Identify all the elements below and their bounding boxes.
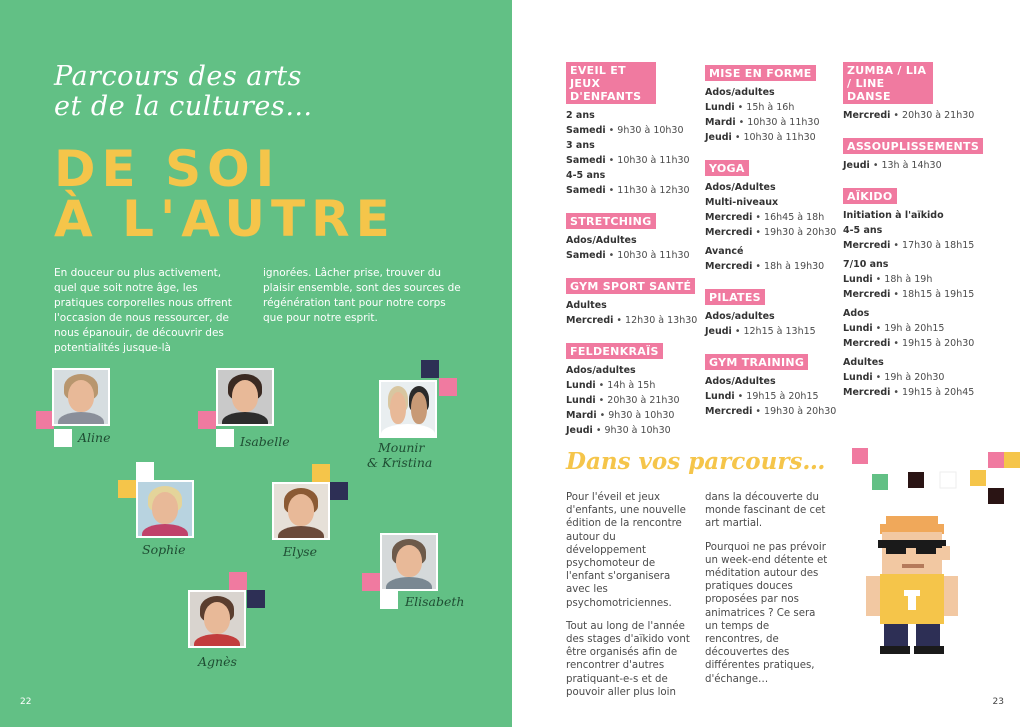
schedule-line — [705, 324, 835, 339]
schedule-day: Mercredi — [705, 261, 753, 272]
schedule-text: Adultes — [843, 357, 884, 368]
activity-tag: AÏKIDO — [843, 188, 897, 204]
name-elyse: Elyse — [283, 544, 317, 559]
decor-square — [229, 572, 247, 590]
activity-tag: ZUMBA / LIA / LINE DANSE — [843, 62, 933, 104]
schedule-line — [705, 85, 835, 100]
activity-tag: FELDENKRAÏS — [566, 343, 663, 359]
photo-elyse — [272, 482, 330, 540]
decor-square — [872, 474, 888, 490]
schedule-line — [705, 259, 835, 274]
schedule-text: • 20h30 à 21h30 — [890, 110, 975, 121]
schedule-day: Lundi — [705, 102, 735, 113]
schedule-line — [705, 100, 835, 115]
schedule-column-3 — [843, 62, 980, 412]
page-number-left: 22 — [20, 697, 32, 707]
schedule-line — [705, 244, 835, 259]
schedule-day: Jeudi — [843, 160, 870, 171]
schedule-line — [843, 306, 973, 321]
decor-square — [330, 482, 348, 500]
schedule-line — [566, 298, 696, 313]
schedule-text: • 18h à 19h30 — [752, 261, 825, 272]
photo-agnes — [188, 590, 246, 648]
decor-square — [216, 429, 234, 447]
photo-mounir-kristina — [379, 380, 437, 438]
schedule-text: 2 ans — [566, 110, 595, 121]
script-title — [54, 62, 313, 122]
schedule-text: 4-5 ans — [843, 225, 883, 236]
schedule-text: • 19h30 à 20h30 — [752, 227, 837, 238]
schedule-day: Mercredi — [705, 406, 753, 417]
script-title-line-2: et de la cultures… — [54, 91, 313, 122]
decor-square — [362, 573, 380, 591]
schedule-text: • 10h30 à 11h30 — [605, 155, 690, 166]
schedule-day: Samedi — [566, 185, 606, 196]
schedule-block — [843, 62, 973, 123]
schedule-line — [566, 108, 696, 123]
schedule-line — [705, 115, 835, 130]
schedule-line — [705, 404, 835, 419]
schedule-line — [566, 378, 696, 393]
schedule-block — [705, 286, 835, 339]
schedule-line — [566, 153, 696, 168]
schedule-day: Lundi — [843, 323, 873, 334]
parcours-text-column-1 — [566, 491, 691, 709]
schedule-block — [705, 62, 835, 145]
schedule-line — [843, 355, 973, 370]
schedule-line — [566, 423, 696, 438]
schedule-line — [566, 363, 696, 378]
big-title-line-2: À L'AUTRE — [54, 190, 396, 248]
schedule-block — [566, 210, 696, 263]
schedule-line — [705, 374, 835, 389]
schedule-text: • 19h15 à 20h45 — [890, 387, 975, 398]
parcours-paragraph: Tout au long de l'année des stages d'aïkido vont être organisés afin de rencontrer d'autres pratiquant-e-s et de pouvoir aller plus loin — [566, 620, 690, 698]
intro-paragraph-2: ignorées. Lâcher prise, trouver du plaisir ensemble, sont des sources de régénération tant pour notre corps que pour notre esprit. — [263, 267, 461, 324]
photo-aline — [52, 368, 110, 426]
schedule-text: Ados — [843, 308, 870, 319]
schedule-day: Samedi — [566, 155, 606, 166]
schedule-day: Mardi — [566, 410, 597, 421]
decor-square — [439, 378, 457, 396]
schedule-day: Mercredi — [705, 212, 753, 223]
parcours-title: Dans vos parcours… — [566, 448, 826, 475]
schedule-line — [843, 321, 973, 336]
schedule-text: Ados/Adultes — [705, 182, 776, 193]
schedule-line — [843, 272, 973, 287]
schedule-block — [843, 185, 973, 400]
schedule-day: Lundi — [566, 380, 596, 391]
schedule-text: • 19h30 à 20h30 — [752, 406, 837, 417]
decor-square — [198, 411, 216, 429]
schedule-line — [566, 408, 696, 423]
decor-square — [136, 462, 154, 480]
activity-tag: MISE EN FORME — [705, 65, 816, 81]
schedule-text: • 11h30 à 12h30 — [605, 185, 690, 196]
photo-sophie — [136, 480, 194, 538]
activity-tag: EVEIL ET JEUX D'ENFANTS — [566, 62, 656, 104]
schedule-block — [566, 275, 696, 328]
schedule-text: Ados/adultes — [566, 365, 636, 376]
schedule-text: Ados/Adultes — [705, 376, 776, 387]
schedule-day: Mercredi — [566, 315, 614, 326]
activity-tag: YOGA — [705, 160, 749, 176]
schedule-text: • 9h30 à 10h30 — [596, 410, 675, 421]
schedule-day: Jeudi — [566, 425, 593, 436]
schedule-line — [566, 183, 696, 198]
schedule-line — [705, 309, 835, 324]
schedule-block — [566, 62, 696, 198]
schedule-text: 7/10 ans — [843, 259, 889, 270]
schedule-line — [705, 195, 835, 210]
schedule-text: Avancé — [705, 246, 744, 257]
schedule-text: • 14h à 15h — [595, 380, 656, 391]
decor-square — [988, 452, 1004, 468]
schedule-text: Multi-niveaux — [705, 197, 779, 208]
schedule-day: Mercredi — [705, 227, 753, 238]
schedule-line — [566, 138, 696, 153]
schedule-line — [843, 370, 973, 385]
schedule-column-1 — [566, 62, 696, 450]
schedule-text: Ados/adultes — [705, 311, 775, 322]
schedule-line — [843, 223, 973, 238]
schedule-block — [566, 340, 696, 438]
schedule-day: Mercredi — [843, 289, 891, 300]
schedule-day: Mercredi — [843, 387, 891, 398]
schedule-line — [843, 336, 973, 351]
schedule-text: • 9h30 à 10h30 — [592, 425, 671, 436]
schedule-day: Jeudi — [705, 326, 732, 337]
schedule-text: Adultes — [566, 300, 607, 311]
schedule-day: Mardi — [705, 117, 736, 128]
photo-elisabeth — [380, 533, 438, 591]
parcours-text-column-2 — [705, 491, 830, 696]
schedule-text: • 16h45 à 18h — [752, 212, 825, 223]
schedule-line — [843, 238, 973, 253]
schedule-line — [843, 287, 973, 302]
schedule-line — [843, 158, 973, 173]
schedule-text: • 13h à 14h30 — [869, 160, 942, 171]
schedule-line — [566, 248, 696, 263]
decor-square — [988, 488, 1004, 504]
schedule-line — [843, 385, 973, 400]
schedule-text: • 19h à 20h15 — [872, 323, 945, 334]
big-title-line-1: DE SOI — [54, 140, 281, 198]
schedule-block — [705, 351, 835, 419]
schedule-line — [566, 313, 696, 328]
schedule-text: • 12h15 à 13h15 — [731, 326, 816, 337]
decor-square — [940, 472, 956, 488]
schedule-text: • 10h30 à 11h30 — [605, 250, 690, 261]
decor-square — [247, 590, 265, 608]
intro-paragraph-1: En douceur ou plus activement, quel que soit notre âge, les pratiques corporelles nous offrent l'occasion de nous ressourcer, de nous épanouir, de découvrir des potentialités jusque-là — [54, 267, 232, 354]
schedule-line — [705, 210, 835, 225]
schedule-day: Lundi — [843, 274, 873, 285]
schedule-text: • 19h15 à 20h30 — [890, 338, 975, 349]
page-number-right: 23 — [992, 697, 1004, 707]
schedule-day: Mercredi — [843, 110, 891, 121]
schedule-day: Mercredi — [843, 240, 891, 251]
schedule-day: Samedi — [566, 125, 606, 136]
name-agnes: Agnès — [198, 654, 237, 669]
schedule-line — [566, 233, 696, 248]
schedule-block — [705, 157, 835, 274]
name-aline: Aline — [78, 430, 111, 445]
right-page — [512, 0, 1024, 727]
schedule-text: Ados/Adultes — [566, 235, 637, 246]
schedule-line — [705, 180, 835, 195]
schedule-text: 3 ans — [566, 140, 595, 151]
decor-square — [970, 470, 986, 486]
schedule-day: Samedi — [566, 250, 606, 261]
script-title-line-1: Parcours des arts — [54, 61, 302, 92]
schedule-text: • 18h à 19h — [872, 274, 933, 285]
schedule-text: • 19h à 20h30 — [872, 372, 945, 383]
schedule-line — [566, 168, 696, 183]
schedule-text: • 19h15 à 20h15 — [734, 391, 819, 402]
name-kristina: & Kristina — [367, 455, 433, 470]
schedule-text: • 10h30 à 11h30 — [735, 117, 820, 128]
schedule-line — [843, 257, 973, 272]
schedule-text: • 18h15 à 19h15 — [890, 289, 975, 300]
activity-tag: ASSOUPLISSEMENTS — [843, 138, 983, 154]
schedule-column-2 — [705, 62, 835, 431]
schedule-day: Lundi — [566, 395, 596, 406]
activity-tag: GYM SPORT SANTÉ — [566, 278, 695, 294]
schedule-day: Mercredi — [843, 338, 891, 349]
activity-tag: PILATES — [705, 289, 765, 305]
schedule-text: • 10h30 à 11h30 — [731, 132, 816, 143]
schedule-line — [705, 130, 835, 145]
parcours-paragraph: Pourquoi ne pas prévoir un week-end détente et méditation autour des pratiques douces proposées par nos animatrices ? Ce sera un temps de rencontres, de découvertes des différentes pratiques, d'échange… — [705, 541, 828, 685]
decor-square — [852, 448, 868, 464]
pixel-character-illustration — [842, 440, 1022, 660]
decor-square — [1004, 452, 1020, 468]
schedule-text: • 9h30 à 10h30 — [605, 125, 684, 136]
decor-square — [54, 429, 72, 447]
schedule-text: 4-5 ans — [566, 170, 606, 181]
schedule-line — [566, 123, 696, 138]
name-mounir: Mounir — [378, 440, 425, 455]
schedule-text: • 20h30 à 21h30 — [595, 395, 680, 406]
decor-square — [421, 360, 439, 378]
schedule-line — [705, 225, 835, 240]
schedule-block — [843, 135, 980, 173]
decor-square — [908, 472, 924, 488]
schedule-line — [705, 389, 835, 404]
schedule-day: Jeudi — [705, 132, 732, 143]
name-sophie: Sophie — [142, 542, 186, 557]
schedule-text: • 17h30 à 18h15 — [890, 240, 975, 251]
activity-tag: STRETCHING — [566, 213, 656, 229]
schedule-text: Initiation à l'aïkido — [843, 210, 944, 221]
parcours-paragraph: dans la découverte du monde fascinant de cet art martial. — [705, 492, 826, 530]
schedule-text: Ados/adultes — [705, 87, 775, 98]
name-elisabeth: Elisabeth — [405, 594, 465, 609]
schedule-line — [843, 108, 973, 123]
schedule-line — [843, 208, 973, 223]
schedule-text: • 12h30 à 13h30 — [613, 315, 698, 326]
schedule-line — [566, 393, 696, 408]
decor-square — [118, 480, 136, 498]
decor-square — [312, 464, 330, 482]
schedule-day: Lundi — [705, 391, 735, 402]
name-isabelle: Isabelle — [240, 434, 290, 449]
photo-isabelle — [216, 368, 274, 426]
decor-square — [380, 591, 398, 609]
schedule-text: • 15h à 16h — [734, 102, 795, 113]
activity-tag: GYM TRAINING — [705, 354, 808, 370]
schedule-day: Lundi — [843, 372, 873, 383]
parcours-paragraph: Pour l'éveil et jeux d'enfants, une nouvelle édition de la rencontre autour du développement psychomoteur de l'enfant s'organisera avec les psychomotriciennes. — [566, 492, 686, 609]
